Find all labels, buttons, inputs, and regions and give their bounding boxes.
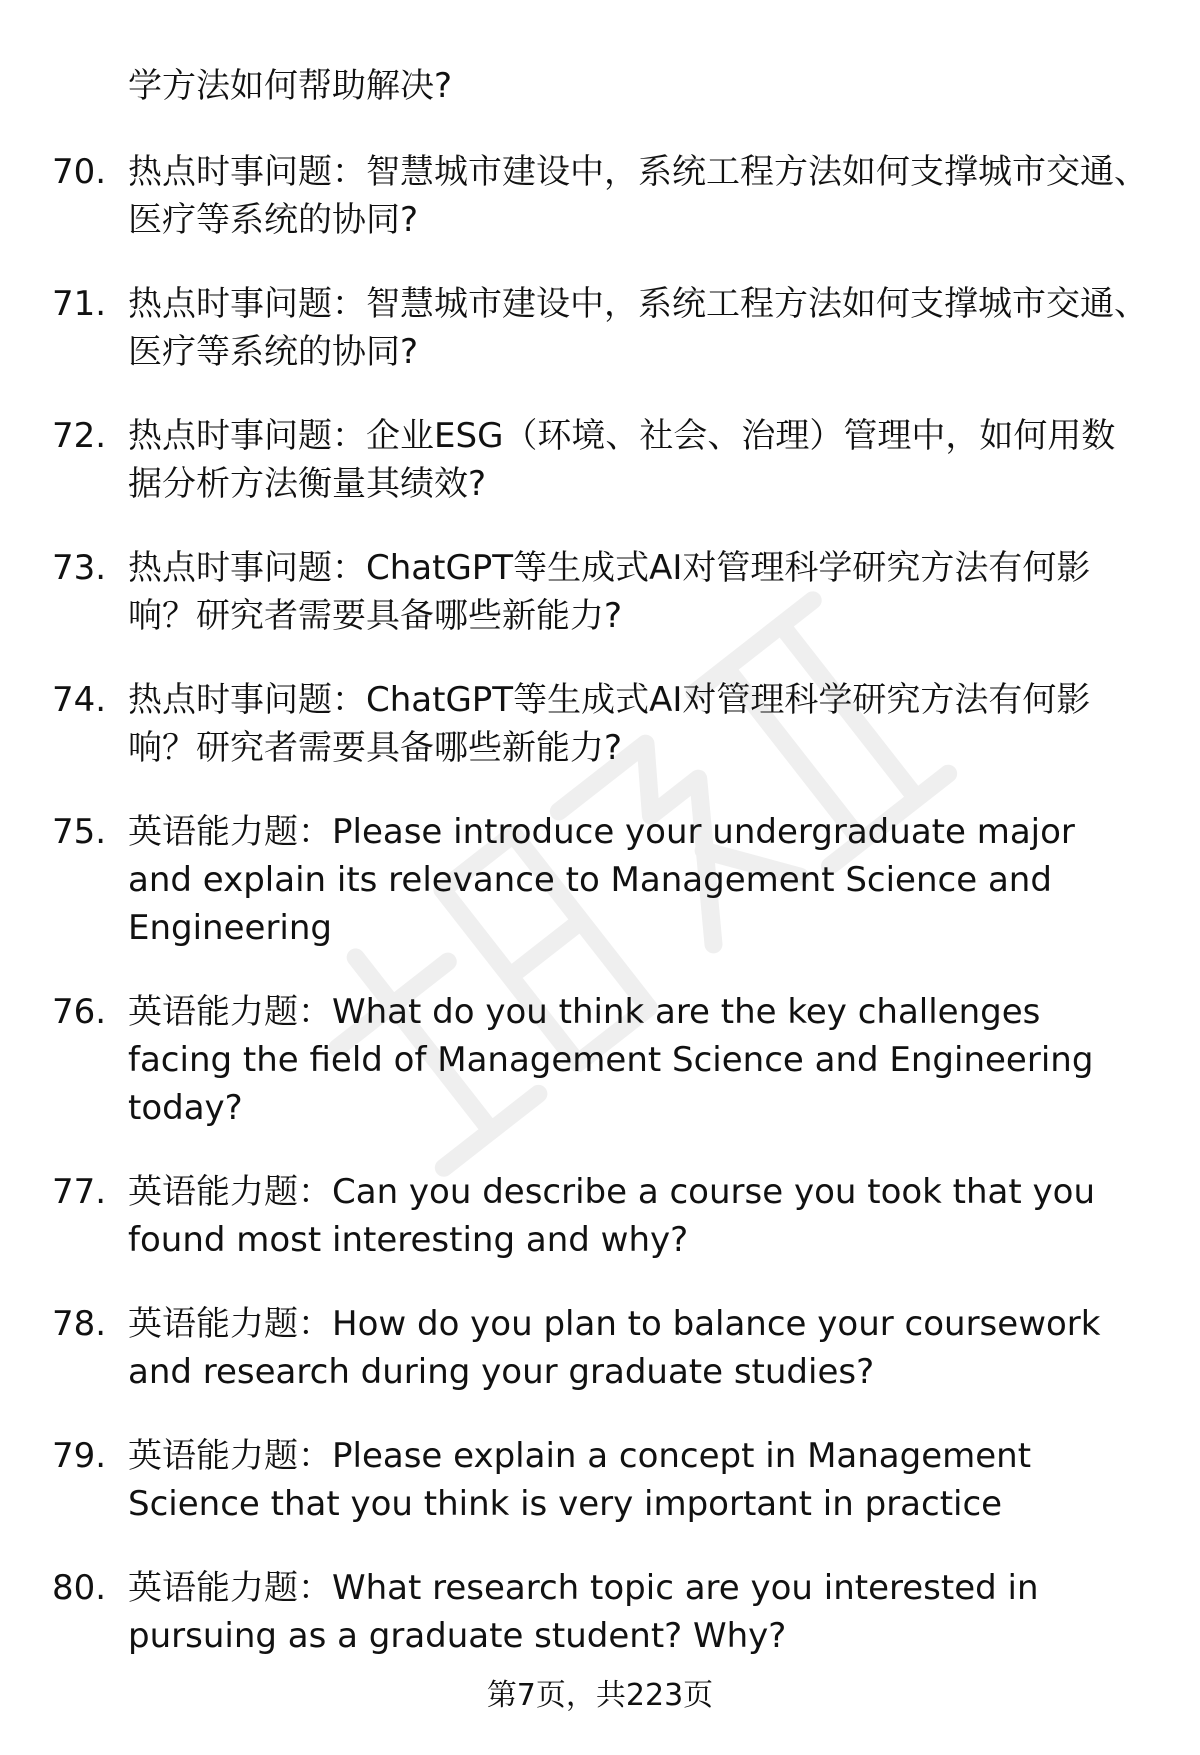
- question-text: 英语能力题：Please explain a concept in Management Science that you think is very important in practice: [128, 1436, 1032, 1524]
- question-text: 英语能力题：What research topic are you interested in pursuing as a graduate student? Why?: [128, 1568, 1039, 1656]
- question-text: 英语能力题：Can you describe a course you took that you found most interesting and why?: [128, 1172, 1095, 1260]
- question-text: 热点时事问题：企业ESG（环境、社会、治理）管理中，如何用数据分析方法衡量其绩效?: [128, 416, 1116, 504]
- question-item: [0, 412, 1200, 508]
- question-number: 79.: [52, 1436, 107, 1476]
- question-item: [0, 1432, 1200, 1528]
- question-item: [0, 148, 1200, 244]
- question-text: 热点时事问题：智慧城市建设中，系统工程方法如何支撑城市交通、医疗等系统的协同?: [128, 284, 1148, 372]
- question-number: 74.: [52, 680, 107, 720]
- question-number: 75.: [52, 812, 107, 852]
- question-number: 80.: [52, 1568, 107, 1608]
- question-item: [0, 280, 1200, 376]
- question-number: 76.: [52, 992, 107, 1032]
- question-text: 英语能力题：How do you plan to balance your coursework and research during your graduate studies?: [128, 1304, 1101, 1392]
- question-text: 热点时事问题：ChatGPT等生成式AI对管理科学研究方法有何影响？研究者需要具备哪些新能力?: [128, 680, 1091, 768]
- question-item: [0, 1564, 1200, 1660]
- question-text: 热点时事问题：智慧城市建设中，系统工程方法如何支撑城市交通、医疗等系统的协同?: [128, 152, 1148, 240]
- question-number: 78.: [52, 1304, 107, 1344]
- question-item: [0, 676, 1200, 772]
- question-number: 72.: [52, 416, 107, 456]
- question-item: [0, 988, 1200, 1132]
- question-text: 英语能力题：Please introduce your undergraduate major and explain its relevance to Management Science and Engineering: [128, 812, 1075, 948]
- question-item: [0, 808, 1200, 952]
- question-number: 71.: [52, 284, 107, 324]
- continued-question-text: 学方法如何帮助解决?: [128, 66, 453, 106]
- question-item: [0, 1168, 1200, 1264]
- question-item: [0, 1300, 1200, 1396]
- page-number-footer: 第7页，共223页: [486, 1678, 714, 1713]
- question-number: 70.: [52, 152, 107, 192]
- question-text: 英语能力题：What do you think are the key challenges facing the field of Management Science and Engineering today?: [128, 992, 1094, 1128]
- question-list: [0, 148, 1200, 1696]
- question-number: 73.: [52, 548, 107, 588]
- question-item: [0, 544, 1200, 640]
- question-text: 热点时事问题：ChatGPT等生成式AI对管理科学研究方法有何影响？研究者需要具备哪些新能力?: [128, 548, 1091, 636]
- question-number: 77.: [52, 1172, 107, 1212]
